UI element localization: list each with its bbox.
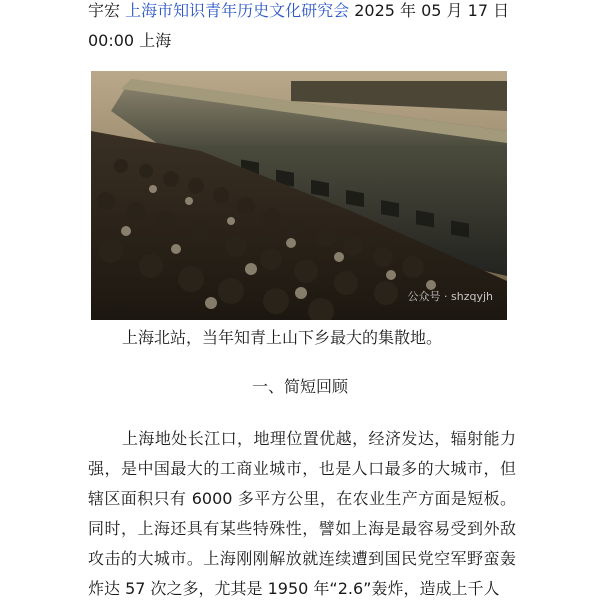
- photo-caption: 上海北站，当年知青上山下乡最大的集散地。: [122, 328, 443, 347]
- publish-location: 上海: [139, 31, 172, 50]
- article-paragraph: 上海地处长江口，地理位置优越，经济发达，辐射能力强，是中国最大的工商业城市，也是人口最多的大城市，但辖区面积只有 6000 多平方公里，在农业生产方面是短板。同时，上海还具有某些特殊性，譬如上海是最容易受到外敌攻击的大城市。上海刚刚解放就连续遭到国民党空军野蛮轰炸达 57 次之多，尤其是 1950 年“2.6”轰炸，造成上千人: [88, 429, 516, 598]
- author-name: 宇宏: [88, 1, 121, 20]
- byline: [88, 0, 528, 56]
- section-heading: 一、简短回顾: [251, 377, 348, 396]
- photo-watermark: 公众号 · shzqyjh: [407, 290, 493, 303]
- publish-date: 2025 年 05 月 17 日 00:00: [88, 1, 510, 50]
- station-crowd-photo: [91, 71, 507, 320]
- organization-link[interactable]: 上海市知识青年历史文化研究会: [125, 1, 350, 20]
- article-photo: [91, 71, 507, 320]
